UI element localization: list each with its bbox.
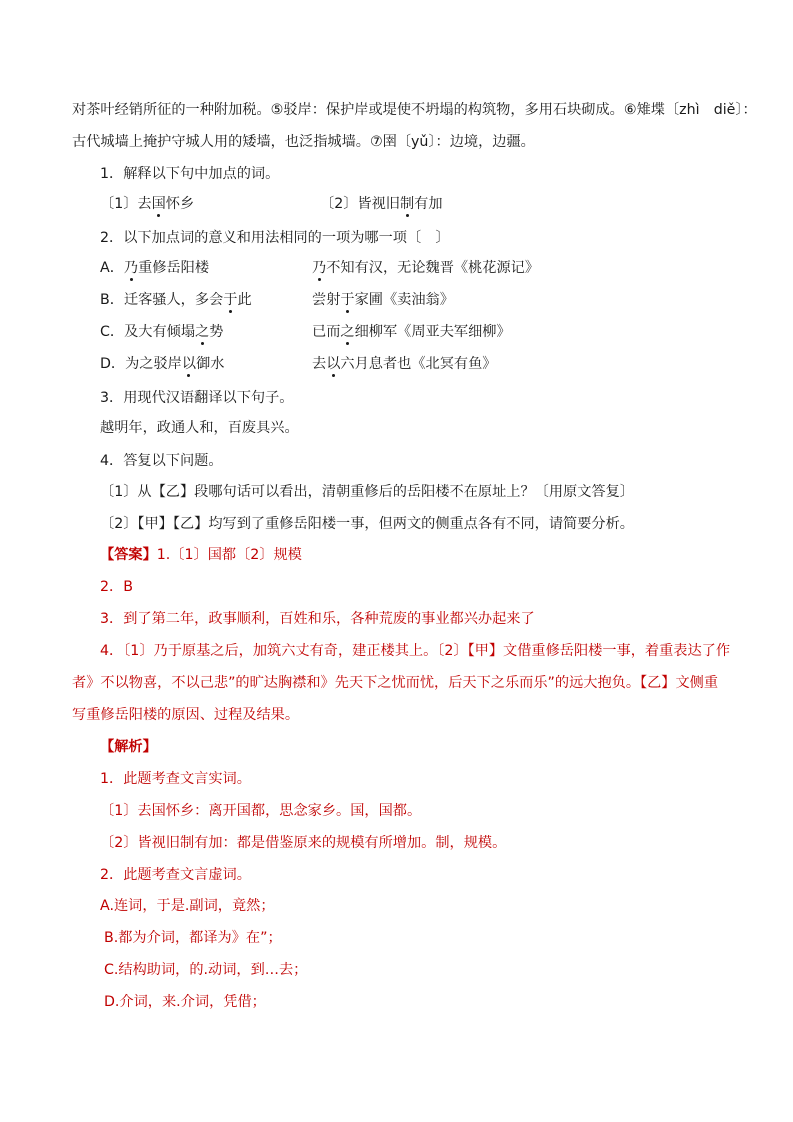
translate-sentence: 越明年，政通人和，百废具兴。 bbox=[100, 420, 299, 436]
analysis-line-6: B.都为介词，都译为》在”； bbox=[104, 930, 282, 946]
dotted-char: 以 bbox=[181, 356, 197, 372]
answer-line-1: 【答案】1.〔1〕国都〔2〕规模 bbox=[100, 547, 302, 563]
dotted-char: 以 bbox=[326, 356, 341, 372]
option-d-left: D．为之驳岸以御水 bbox=[100, 356, 225, 372]
analysis-line-8: D.介词，来.介词，凭借； bbox=[104, 994, 266, 1010]
question-3: 3．用现代汉语翻译以下句子。 bbox=[100, 390, 294, 406]
dotted-char: 之 bbox=[340, 324, 355, 340]
answer-line-6: 写重修岳阳楼的原因、过程及结果。 bbox=[72, 707, 300, 723]
dotted-char: 于 bbox=[340, 292, 355, 308]
body-line-1: 对茶叶经销所征的一种附加税。⑤驳岸：保护岸或堤使不坍塌的构筑物，多用石块砌成。⑥雉堞〔zhì diě〕： bbox=[72, 102, 757, 118]
q1-item-2: 〔2〕皆视旧制有加 bbox=[320, 196, 443, 212]
dotted-char: 乃 bbox=[312, 260, 327, 276]
body-line-2: 古代城墙上掩护守城人用的矮墙，也泛指城墙。⑦圉〔yǔ〕：边境，边疆。 bbox=[72, 134, 535, 150]
analysis-line-3: 〔2〕皆视旧制有加：都是借鉴原来的规模有所增加。制，规模。 bbox=[100, 835, 507, 851]
analysis-line-4: 2．此题考查文言虚词。 bbox=[100, 867, 251, 883]
question-1: 1．解释以下句中加点的词。 bbox=[100, 166, 280, 182]
dotted-char: 之 bbox=[195, 324, 210, 340]
dotted-char: 制 bbox=[399, 196, 415, 212]
option-b-left: B．迁客骚人，多会于此 bbox=[100, 292, 252, 308]
question-2: 2．以下加点词的意义和用法相同的一项为哪一项〔 〕 bbox=[100, 230, 450, 246]
analysis-line-1: 1．此题考查文言实词。 bbox=[100, 771, 251, 787]
answer-line-2: 2．B bbox=[100, 579, 133, 595]
q4-item-2: 〔2〕【甲】【乙】均写到了重修岳阳楼一事，但两文的侧重点各有不同，请简要分析。 bbox=[100, 516, 634, 532]
option-c-right: 已而之细柳军《周亚夫军细柳》 bbox=[312, 324, 511, 340]
answer-line-5: 者》不以物喜，不以己悲”的旷达胸襟和》先天下之忧而忧，后天下之乐而乐”的远大抱负。【乙】文侧重 bbox=[72, 675, 719, 691]
option-a-right: 乃不知有汉，无论魏晋《桃花源记》 bbox=[312, 260, 540, 276]
analysis-line-2: 〔1〕去国怀乡：离开国都，思念家乡。国，国都。 bbox=[100, 803, 422, 819]
answer-line-3: 3．到了第二年，政事顺利，百姓和乐，各种荒废的事业都兴办起来了 bbox=[100, 611, 535, 627]
answer-label: 【答案】 bbox=[100, 547, 157, 563]
q1-item-1: 〔1〕去国怀乡 bbox=[100, 196, 195, 212]
dotted-char: 于 bbox=[223, 292, 238, 308]
analysis-line-7: C.结构助词，的.动词，到…去； bbox=[104, 962, 308, 978]
analysis-label: 【解析】 bbox=[100, 739, 157, 755]
q4-item-1: 〔1〕从【乙】段哪句话可以看出，清朝重修后的岳阳楼不在原址上？〔用原文答复〕 bbox=[100, 484, 634, 500]
option-a-left: A．乃重修岳阳楼 bbox=[100, 260, 210, 276]
analysis-line-5: A.连词，于是.副词，竟然； bbox=[100, 898, 275, 914]
question-4: 4．答复以下问题。 bbox=[100, 453, 223, 469]
dotted-char: 国 bbox=[151, 196, 166, 212]
dotted-char: 乃 bbox=[123, 260, 139, 276]
option-d-right: 去以六月息者也《北冥有鱼》 bbox=[312, 356, 497, 372]
answer-line-4: 4．〔1〕乃于原基之后，加筑六丈有奇，建正楼其上。〔2〕【甲】文借重修岳阳楼一事，着重表达了作 bbox=[100, 643, 731, 659]
option-c-left: C．及大有倾塌之势 bbox=[100, 324, 224, 340]
option-b-right: 尝射于家圃《卖油翁》 bbox=[312, 292, 454, 308]
